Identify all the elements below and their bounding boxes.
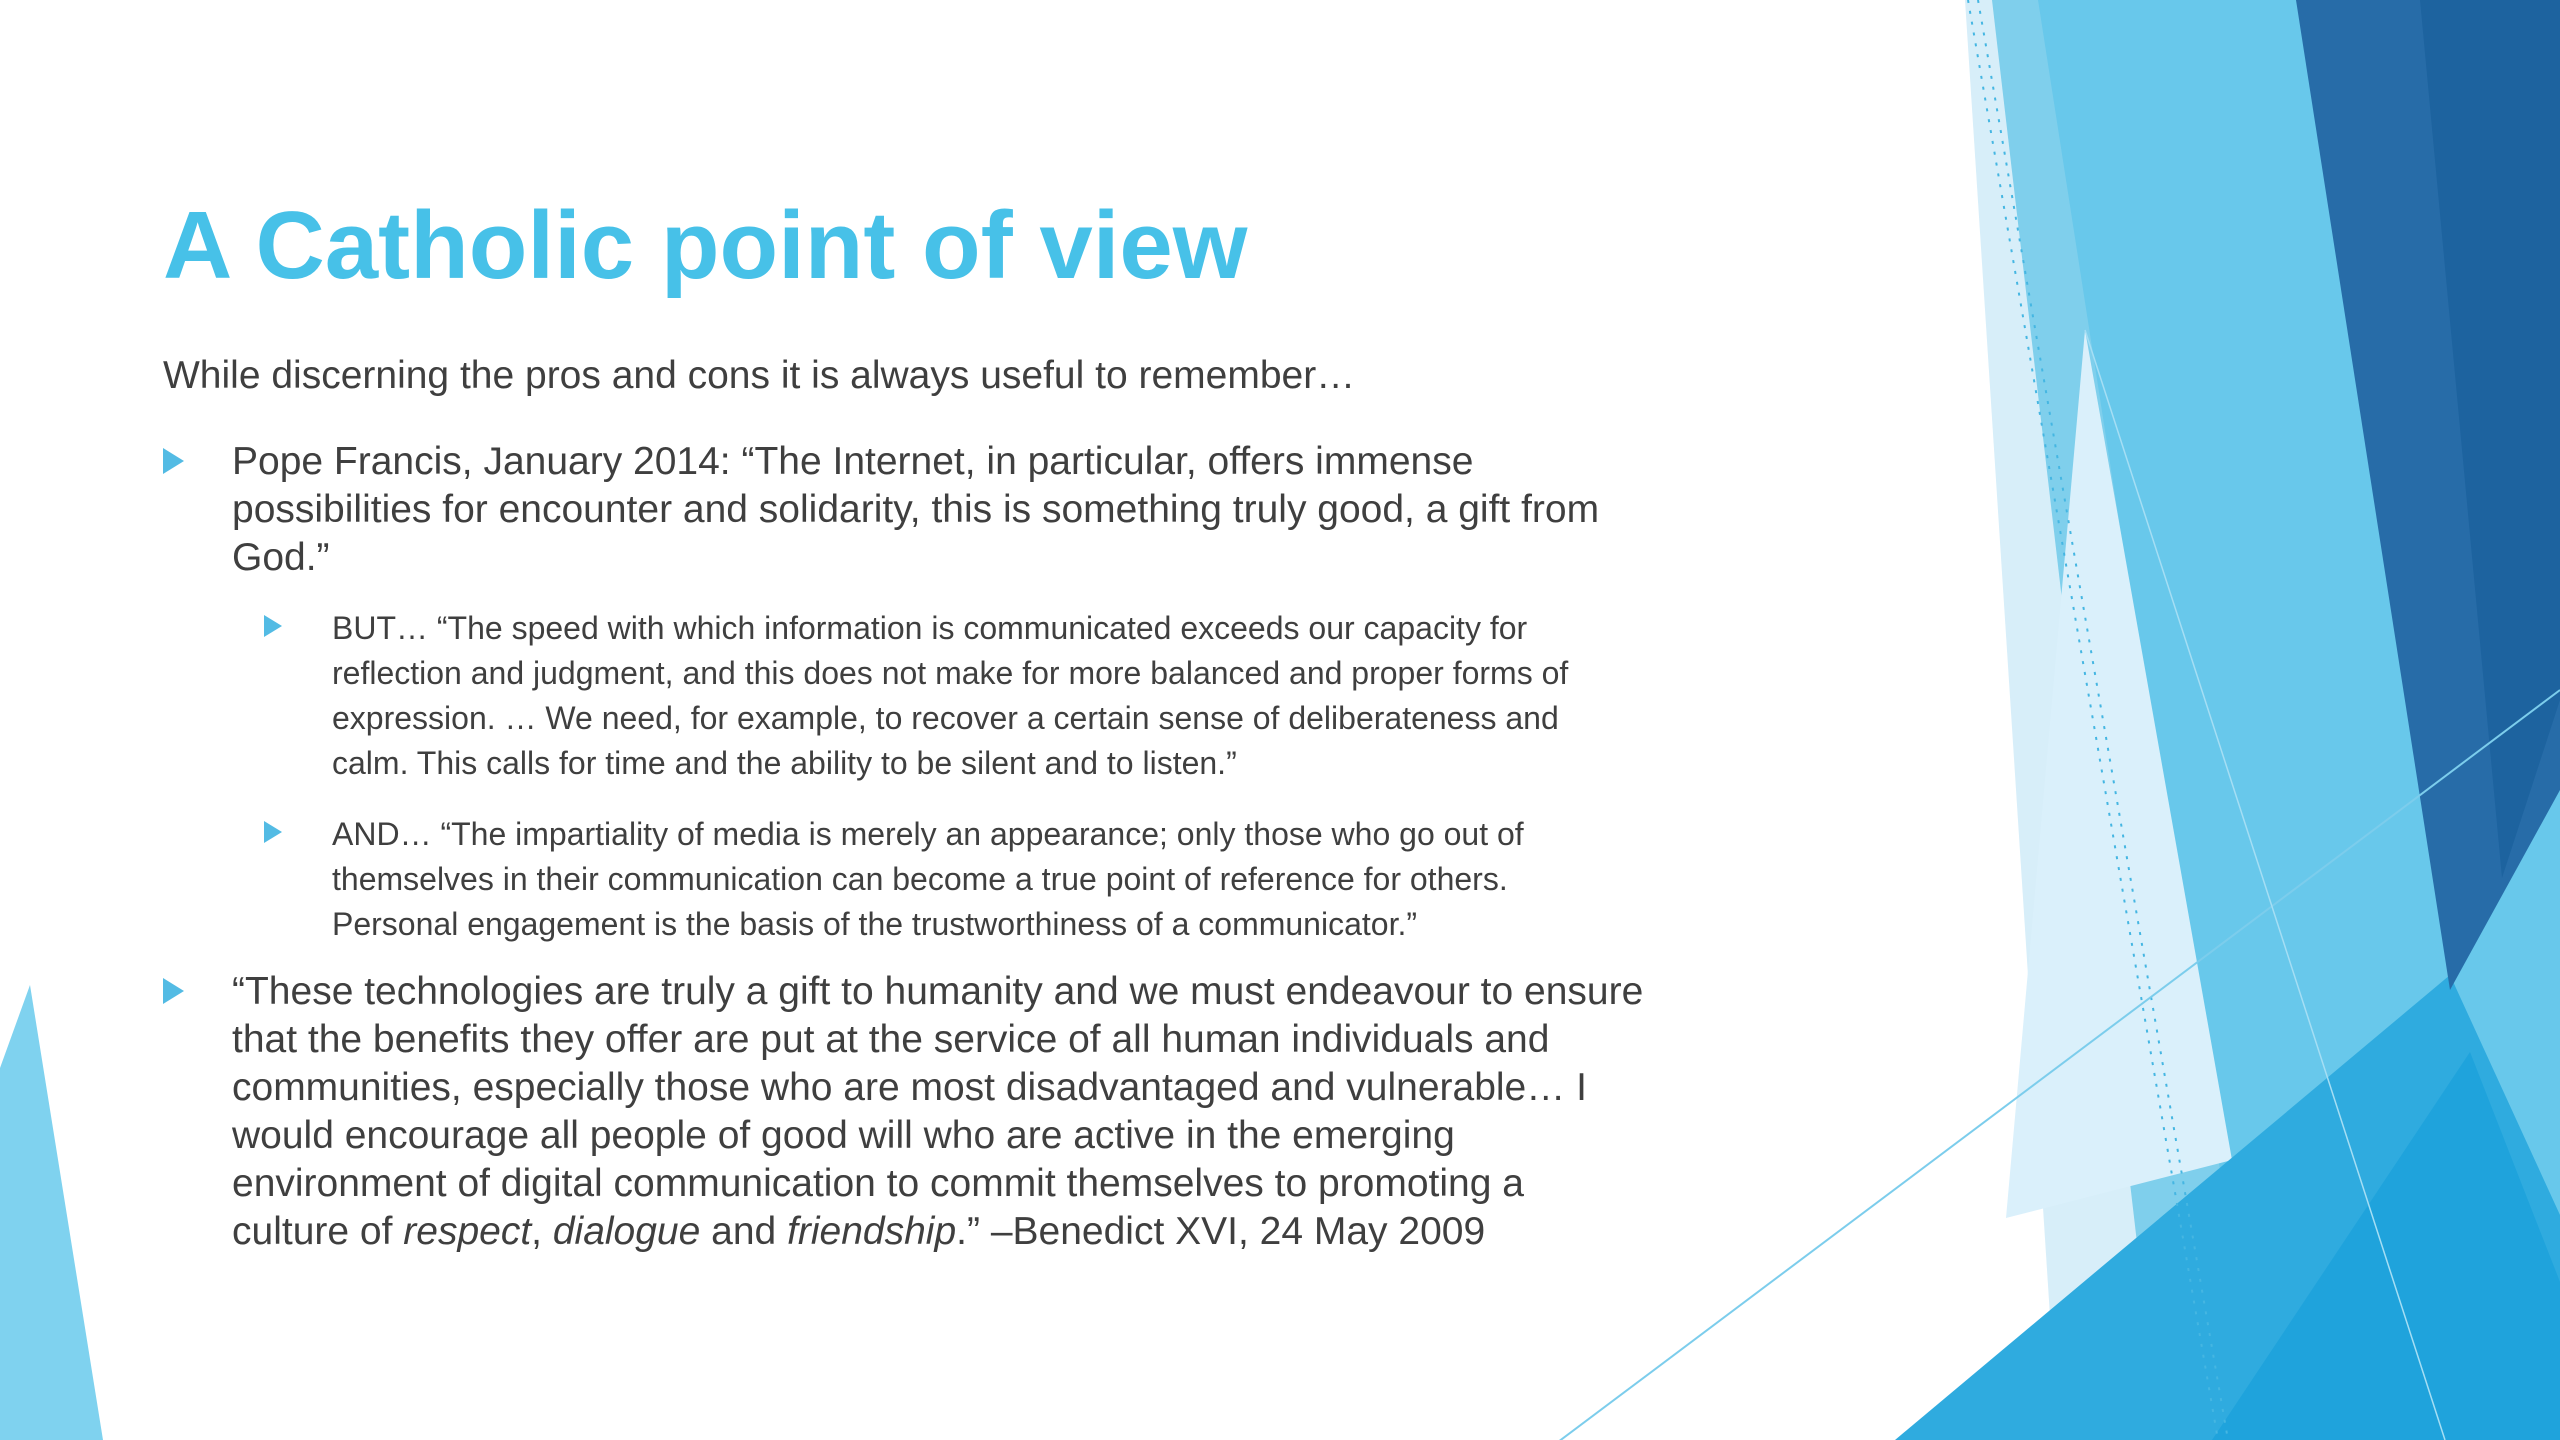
- corner-wedge: [0, 985, 103, 1440]
- bullet-line: BUT… “The speed with which information is communicated exceeds our capacity for: [332, 610, 1528, 646]
- sub-bullet-item-but: [264, 606, 1568, 786]
- bullet-line-with-italics: [232, 1208, 1643, 1256]
- bullet-line: reflection and judgment, and this does not make for more balanced and proper forms of: [332, 655, 1569, 691]
- bullet-line: Personal engagement is the basis of the trustworthiness of a communicator.”: [332, 906, 1417, 942]
- diagonal-line: [1558, 690, 2560, 1440]
- bullet-line: possibilities for encounter and solidarity, this is something truly good, a gift from: [232, 488, 1600, 531]
- bullet-line: calm. This calls for time and the ability to be silent and to listen.”: [332, 745, 1237, 781]
- line-segment: .” –Benedict XVI, 24 May 2009: [956, 1210, 1486, 1253]
- line-segment: and: [700, 1210, 788, 1253]
- bullet-line: Pope Francis, January 2014: “The Internet, in particular, offers immense: [232, 440, 1474, 483]
- bullet-line: would encourage all people of good will who are active in the emerging: [232, 1114, 1455, 1157]
- stitch-line-1: [1968, 0, 2218, 1440]
- sub-bullet-item-and: [264, 812, 1524, 947]
- triangle-bullet-icon: [163, 978, 184, 1004]
- triangle-bullet-icon: [264, 821, 282, 843]
- bullet-line: “These technologies are truly a gift to humanity and we must endeavour to ensure: [232, 970, 1644, 1013]
- bullet-line: environment of digital communication to commit themselves to promoting a: [232, 1162, 1524, 1205]
- bullet-item-pope-francis: [163, 438, 1599, 582]
- bullet-line: God.”: [232, 536, 330, 579]
- bullet-line: communities, especially those who are most disadvantaged and vulnerable… I: [232, 1066, 1587, 1109]
- italic-word-dialogue: dialogue: [552, 1210, 701, 1253]
- diagonal-line-2: [2085, 330, 2445, 1440]
- bullet-line: that the benefits they offer are put at the service of all human individuals and: [232, 1018, 1550, 1061]
- facet-pale-wedge: [2006, 330, 2232, 1218]
- facet-cyan-bright: [2212, 1052, 2560, 1440]
- facet-dark-main: [2296, 0, 2560, 990]
- triangle-bullet-icon: [264, 615, 282, 637]
- facet-mid-band: [1992, 0, 2302, 1440]
- triangle-bullet-icon: [163, 448, 184, 474]
- italic-word-friendship: friendship: [787, 1210, 957, 1253]
- facet-light-main: [2038, 0, 2560, 1440]
- facet-dark-overlay: [2420, 0, 2560, 878]
- italic-word-respect: respect: [403, 1210, 532, 1253]
- stitch-line-2: [1978, 0, 2228, 1440]
- line-segment: ,: [531, 1210, 553, 1253]
- slide-title: A Catholic point of view: [163, 192, 1248, 300]
- facet-pale-band: [1965, 0, 2232, 1440]
- bullet-item-benedict-quote: [163, 968, 1643, 1256]
- bullet-line: themselves in their communication can become a true point of reference for others.: [332, 861, 1508, 897]
- bullet-line: AND… “The impartiality of media is merely an appearance; only those who go out of: [332, 816, 1524, 852]
- facet-cyan-fan: [1895, 975, 2560, 1440]
- bullet-line: expression. … We need, for example, to recover a certain sense of deliberateness and: [332, 700, 1559, 736]
- line-segment: culture of: [232, 1210, 404, 1253]
- intro-text: While discerning the pros and cons it is always useful to remember…: [163, 354, 1356, 397]
